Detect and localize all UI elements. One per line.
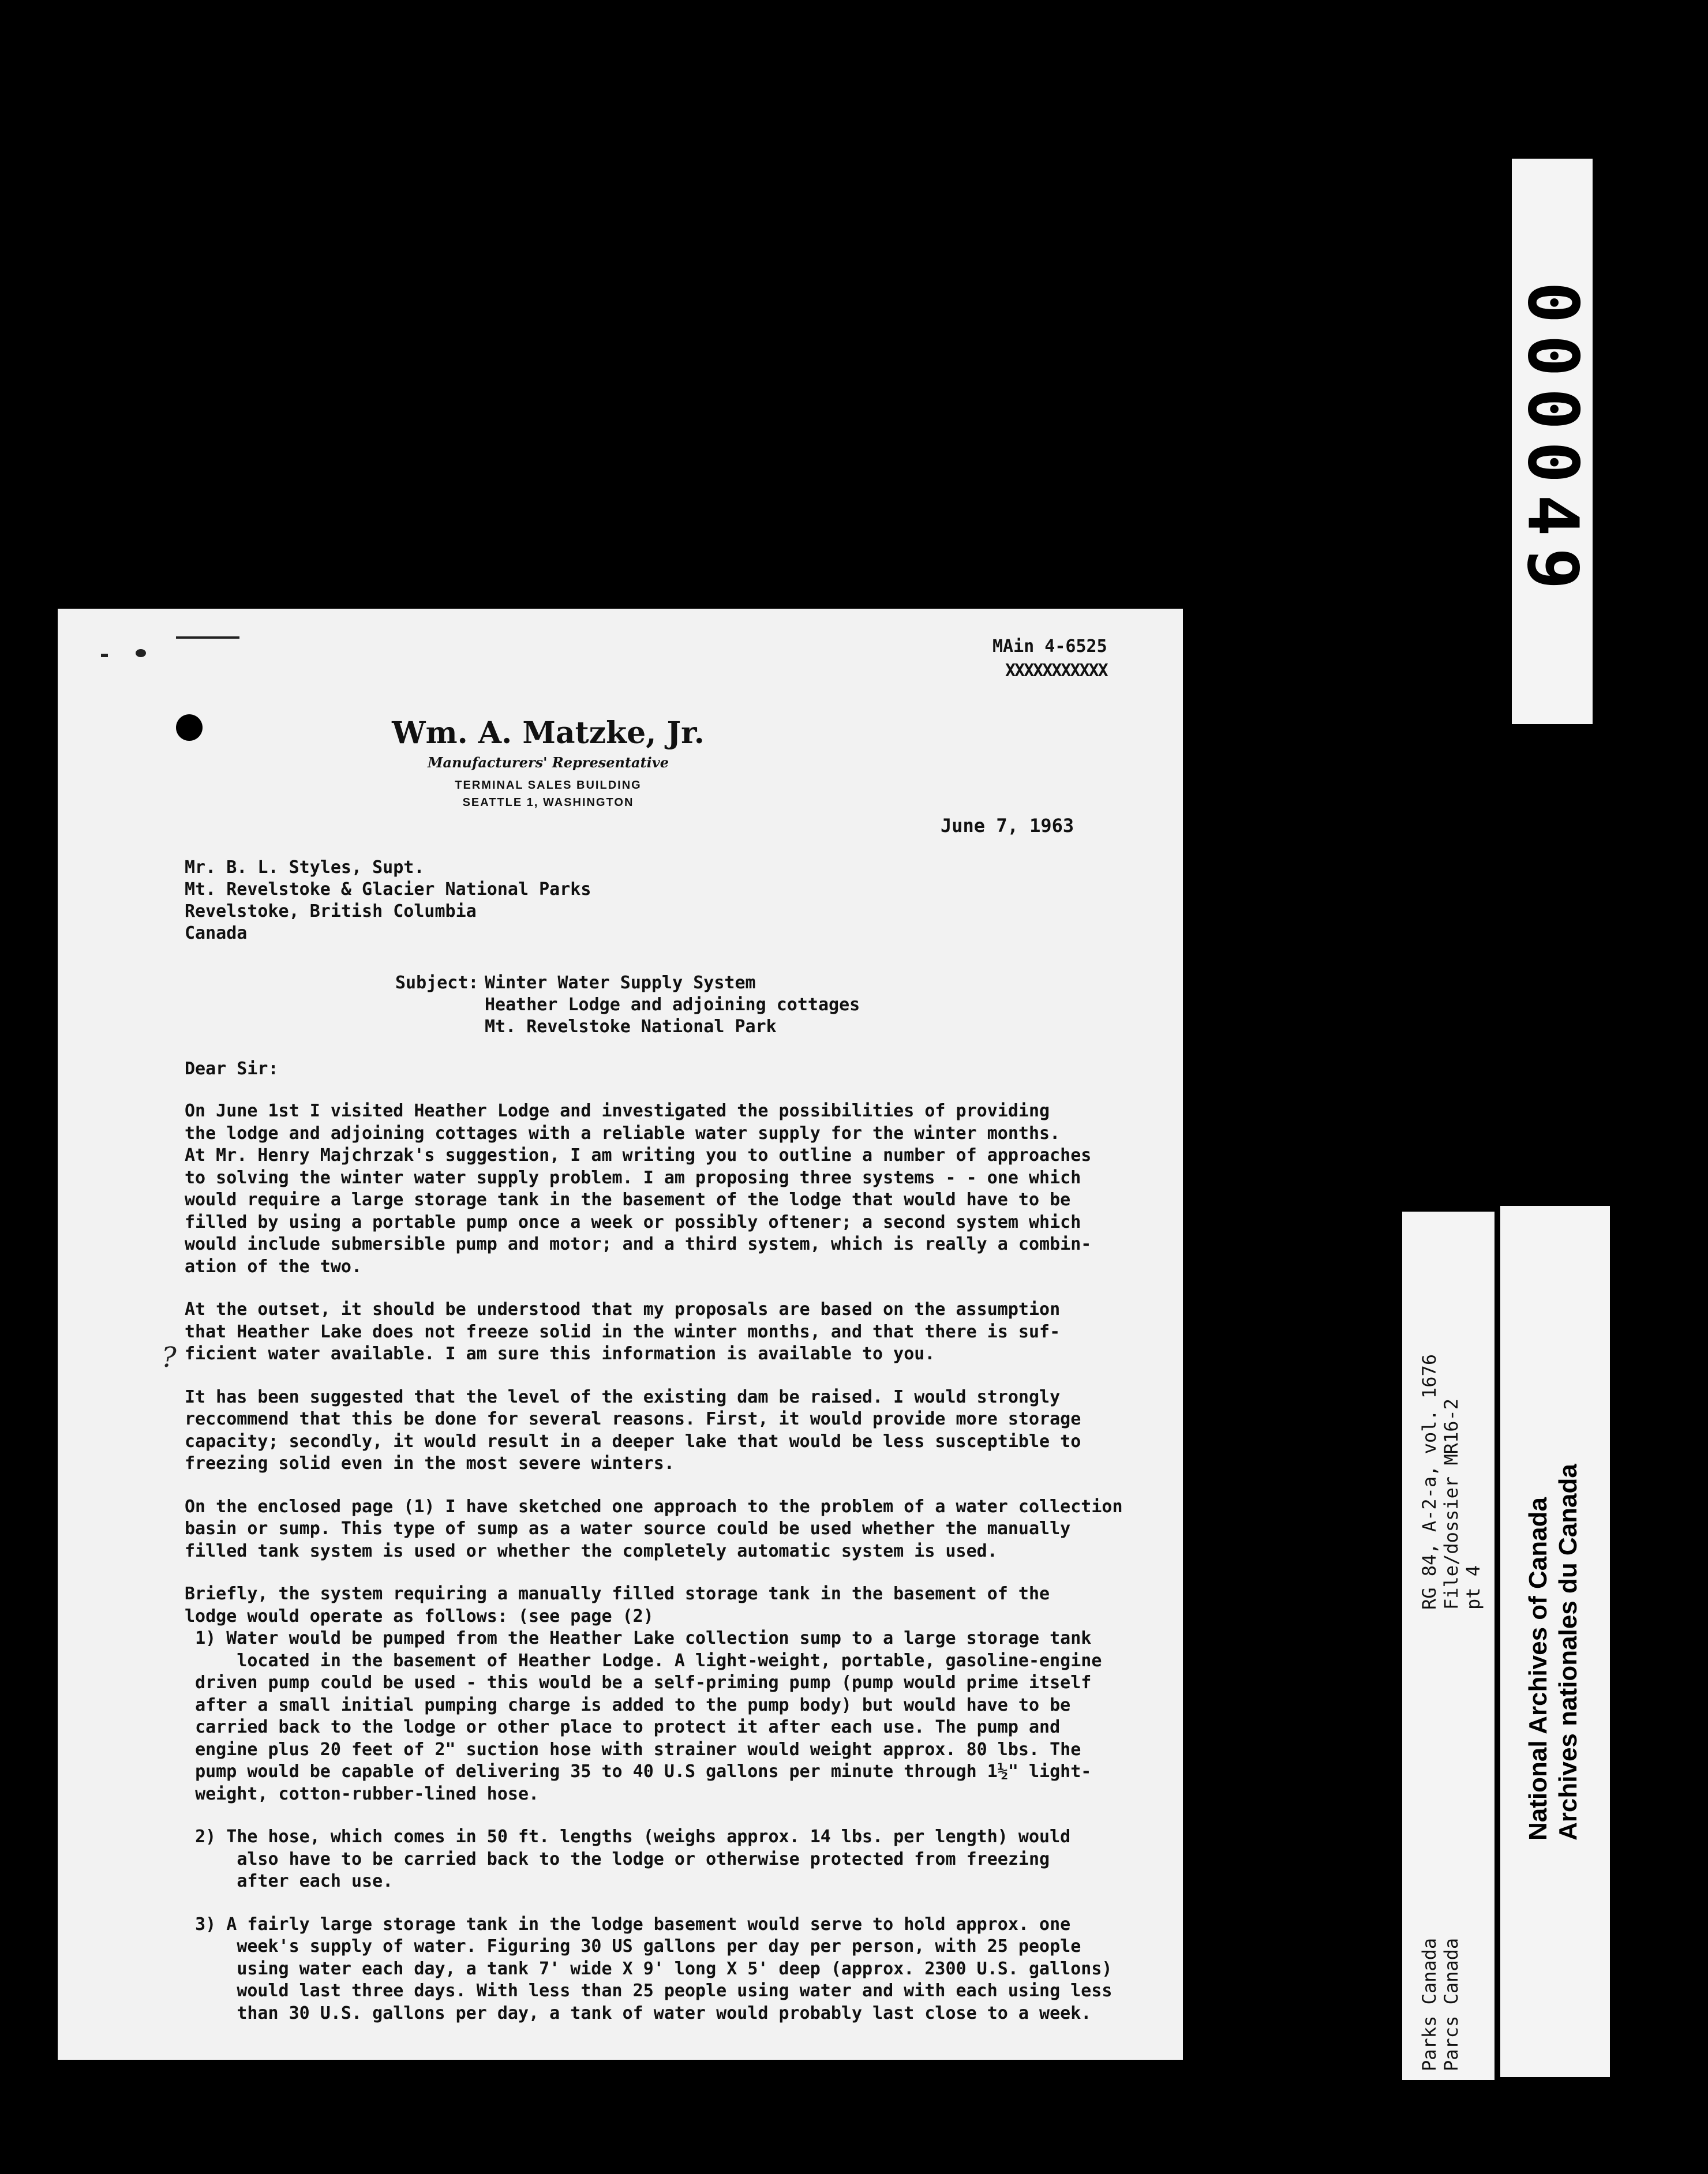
- subject-line: Winter Water Supply System: [485, 973, 756, 993]
- letterhead: [364, 715, 733, 811]
- body-paragraph: On June 1st I visited Heather Lodge and investigated the possibilities of providing the lodge and adjoining cottages with a reliable water supply for the winter months. At Mr. Henry Majchrzak's suggestion, I am writing you to outline a number of approaches to solving the winter water supply problem. I am proposing three systems - - one which would require a large storage tank in the basement of the lodge that would have to be filled by using a portable pump once a week or possibly oftener; a second system which would include submersible pump and motor; and a third system, which is really a combin- ation of the two.: [185, 1101, 1092, 1277]
- recipient-line: Canada: [185, 923, 248, 943]
- archive-reference-label: [1402, 1212, 1494, 2080]
- frame-number: 000049: [1512, 282, 1593, 601]
- subject-lines: [485, 972, 860, 1038]
- letterhead-address-line: SEATTLE 1, WASHINGTON: [462, 796, 634, 809]
- numbered-item: 2) The hose, which comes in 50 ft. lengths (weighs approx. 14 lbs. per length) would also have to be carried back to the lodge or otherwise protected from freezing after each use.: [195, 1827, 1071, 1891]
- salutation: Dear Sir:: [185, 1059, 279, 1079]
- struck-phone-number: XXXXXXXXXXX: [1005, 661, 1107, 681]
- numbered-item: 3) A fairly large storage tank in the lodge basement would serve to hold approx. one week's supply of water. Figuring 30 US gallons per day per person, with 25 people using water each day, a tank 7' wide X 9' long X 5' deep (approx. 2300 U.S. gallons) would last three days. With less than 25 people using water and with each using less than 30 U.S. gallons per day, a tank of water would probably last close to a week.: [195, 1914, 1113, 2023]
- letter-body: [185, 1100, 1177, 2045]
- phone-number-block: [992, 635, 1107, 683]
- institution-label: [1500, 1206, 1610, 2077]
- institution-name: National Archives of Canada Archives nationales du Canada: [1524, 1464, 1582, 1841]
- letter-date: June 7, 1963: [941, 815, 1074, 837]
- subject-label: Subject:: [395, 973, 479, 993]
- letterhead-name: Wm. A. Matzke, Jr.: [392, 715, 705, 751]
- subject-line: Mt. Revelstoke National Park: [485, 1017, 777, 1037]
- stray-marks: [101, 632, 216, 666]
- body-paragraph: It has been suggested that the level of the existing dam be raised. I would strongly reccommend that this be done for several reasons. First, it would provide more storage capacity; secondly, it would result in a deeper lake that would be less susceptible to freezing solid even in the most severe winters.: [185, 1386, 1081, 1474]
- letterhead-address: [364, 777, 733, 811]
- numbered-item: 1) Water would be pumped from the Heather Lake collection sump to a large storage tank located in the basement of Heather Lodge. A light-weight, portable, gasoline-engine driven pump could be used - this would be a self-priming pump (pump would prime itself after a small initial pumping charge is added to the pump body) but would have to be carried back to the lodge or other place to protect it after each use. The pump and engine plus 20 feet of 2" suction hose with strainer would weight approx. 80 lbs. The pump would be capable of delivering 35 to 40 U.S gallons per minute through 1½" light- weight, cotton-rubber-lined hose.: [195, 1628, 1102, 1804]
- subject-block: [395, 972, 860, 1038]
- body-paragraph: At the outset, it should be understood that my proposals are based on the assumption that Heather Lake does not freeze solid in the winter months, and that there is suf- ficient water available. I am sure this information is available to you.: [185, 1299, 1061, 1364]
- frame-number-strip: [1512, 159, 1593, 724]
- body-paragraph: On the enclosed page (1) I have sketched one approach to the problem of a water collection basin or sump. This type of sump as a water source could be used whether the manually filled tank system is used or whether the completely automatic system is used.: [185, 1496, 1123, 1561]
- archive-reference: RG 84, A-2-a, vol. 1676 File/dossier MR16-2 pt 4: [1418, 1354, 1484, 1610]
- agency-name: Parks Canada Parcs Canada: [1418, 1937, 1462, 2071]
- punch-hole: [176, 714, 203, 741]
- body-paragraph: Briefly, the system requiring a manually filled storage tank in the basement of the lodge would operate as follows: (see page (2): [185, 1584, 1050, 1626]
- handwritten-margin-note: ?: [162, 1341, 177, 1374]
- letter-page: [58, 609, 1183, 2060]
- phone-number: MAin 4-6525: [992, 636, 1107, 657]
- recipient-line: Revelstoke, British Columbia: [185, 901, 477, 921]
- recipient-line: Mt. Revelstoke & Glacier National Parks: [185, 879, 591, 899]
- recipient-line: Mr. B. L. Styles, Supt.: [185, 857, 425, 878]
- letterhead-address-line: TERMINAL SALES BUILDING: [455, 779, 642, 792]
- subject-line: Heather Lodge and adjoining cottages: [485, 995, 860, 1015]
- recipient-address: [185, 857, 591, 944]
- letterhead-role: Manufacturers' Representative: [427, 754, 669, 771]
